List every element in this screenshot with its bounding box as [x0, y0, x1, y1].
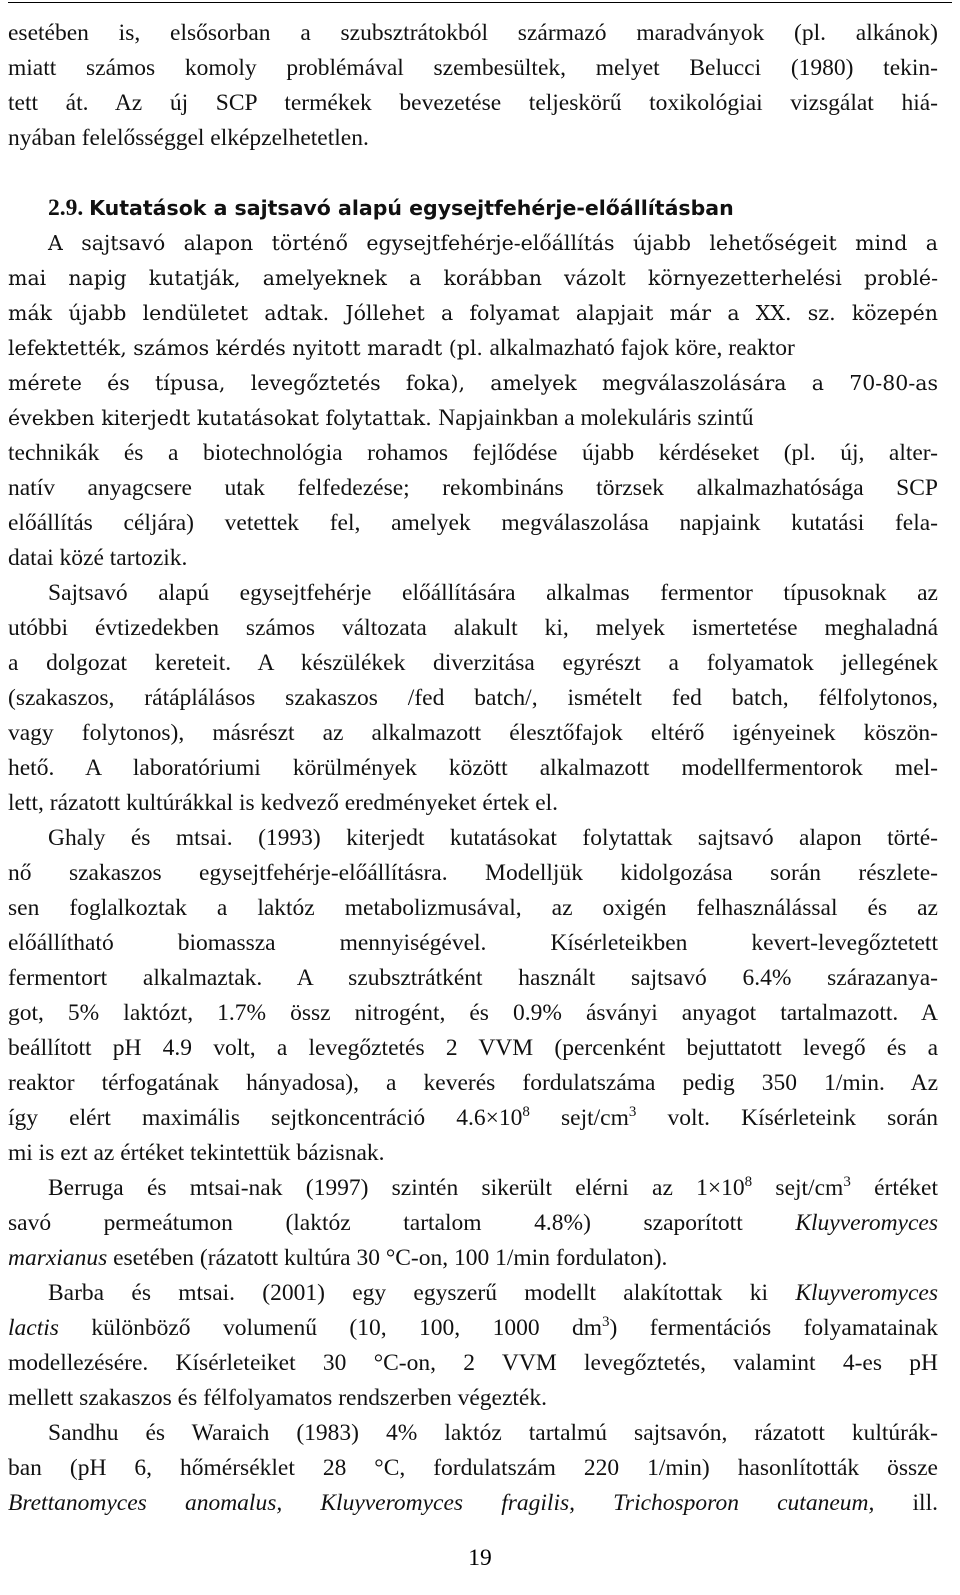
text-line — [48, 1278, 938, 1308]
text-segment: 2.9. — [48, 195, 90, 221]
text-segment: (szakaszos, rátáplálásos szakaszos /fed batch/, ismételt fed batch, félfolytonos, — [8, 685, 938, 711]
text-segment: utóbbi évtizedekben számos változata alakult ki, melyek ismertetése meghaladná — [8, 615, 938, 641]
text-segment: ill. — [874, 1490, 938, 1516]
text-line — [8, 1243, 938, 1273]
text-segment: Kluyveromyces — [795, 1280, 938, 1306]
text-segment: modellezésére. Kísérleteiket 30 °C-on, 2 VVM levegőztetés, valamint 4-es pH — [8, 1350, 938, 1376]
text-line — [8, 858, 938, 888]
text-line — [8, 1488, 938, 1518]
text-line — [8, 753, 938, 783]
text-segment: esetében is, elsősorban a szubsztrátokból származó maradványok (pl. alkánok) — [8, 20, 938, 46]
text-line — [8, 1383, 938, 1413]
text-segment: fermentort alkalmaztak. A szubsztrátként használt sajtsavó 6.4% szárazanya- — [8, 965, 938, 991]
text-line — [8, 473, 938, 503]
text-segment: mellett szakaszos és félfolyamatos rendszerben végezték. — [8, 1385, 547, 1411]
text-segment: Napjainkban a molekuláris szintű — [438, 405, 754, 431]
text-line — [48, 823, 938, 853]
text-segment: natív anyagcsere utak felfedezése; rekombináns törzsek alkalmazhatósága SCP — [8, 475, 938, 501]
text-line — [8, 1313, 938, 1343]
text-line — [48, 1418, 938, 1448]
text-line — [8, 368, 938, 398]
text-line — [8, 683, 938, 713]
text-segment: miatt számos komoly problémával szembesültek, melyet Belucci (1980) tekin- — [8, 55, 938, 81]
text-segment: a dolgozat kereteit. A készülékek diverzitása egyrészt a folyamatok jellegének — [8, 650, 938, 676]
text-line — [8, 928, 938, 958]
text-segment: technikák és a biotechnológia rohamos fejlődése újabb kérdéseket (pl. új, alter- — [8, 440, 938, 466]
text-segment: savó permeátumon (laktóz tartalom 4.8%) szaporított — [8, 1210, 796, 1236]
text-line — [8, 788, 938, 818]
text-segment: got, 5% laktózt, 1.7% össz nitrogént, és 0.9% ásványi anyagot tartalmazott. A — [8, 1000, 938, 1026]
text-line — [8, 648, 938, 678]
text-segment: volt. Kísérleteink során — [636, 1105, 939, 1131]
text-line — [8, 1138, 938, 1168]
text-segment: előállítható biomassza mennyiségével. Kísérleteikben kevert-levegőztetett — [8, 930, 938, 956]
text-segment: Berruga és mtsai-nak (1997) szintén sikerült elérni az 1×10 — [48, 1175, 745, 1201]
text-line — [8, 123, 938, 153]
text-segment: 8 — [522, 1104, 530, 1120]
text-segment: Sajtsavó alapú egysejtfehérje előállítására alkalmas fermentor típusoknak az — [48, 580, 938, 606]
page-number: 19 — [468, 1545, 492, 1571]
text-line — [8, 508, 938, 538]
text-line — [8, 88, 938, 118]
text-segment: hető. A laboratóriumi körülmények között alkalmazott modellfermentorok mel- — [8, 755, 938, 781]
text-line — [8, 718, 938, 748]
text-segment: beállított pH 4.9 volt, a levegőztetés 2 VVM (percenként bejuttatott levegő és a — [8, 1035, 938, 1061]
text-segment: ) fermentációs folyamatainak — [609, 1315, 938, 1341]
text-line — [8, 543, 938, 573]
text-line — [8, 438, 938, 468]
text-line — [8, 403, 938, 433]
text-line — [8, 963, 938, 993]
text-segment: Barba és mtsai. (2001) egy egyszerű modellt alakítottak ki — [48, 1280, 796, 1306]
text-line — [8, 1208, 938, 1238]
text-segment: vagy folytonos), másrészt az alkalmazott élesztőfajok eltérő igényeinek köszön- — [8, 720, 938, 746]
text-segment: mi is ezt az értéket tekintettük bázisnak. — [8, 1140, 385, 1166]
top-rule — [8, 2, 952, 3]
text-line — [8, 998, 938, 1028]
text-line — [8, 333, 938, 363]
text-segment: datai közé tartozik. — [8, 545, 188, 571]
text-line — [8, 613, 938, 643]
text-line — [8, 1348, 938, 1378]
section-heading — [48, 193, 938, 223]
text-segment: Sandhu és Waraich (1983) 4% laktóz tartalmú sajtsavón, rázatott kultúrák- — [48, 1420, 938, 1446]
text-segment: lactis — [8, 1315, 59, 1341]
text-segment: sen foglalkoztak a laktóz metabolizmusával, az oxigén felhasználással és az — [8, 895, 938, 921]
text-line — [48, 1173, 938, 1203]
text-segment: sejt/cm — [752, 1175, 844, 1201]
text-segment: mérete és típusa, levegőztetés foka), amelyek megválaszolására a 70-80-as — [8, 371, 938, 395]
text-line — [8, 1453, 938, 1483]
text-segment: Ghaly és mtsai. (1993) kiterjedt kutatásokat folytattak sajtsavó alapon törté- — [48, 825, 938, 851]
text-segment: lett, rázatott kultúrákkal is kedvező eredményeket értek el. — [8, 790, 559, 816]
text-segment: így elért maximális sejtkoncentráció 4.6×10 — [8, 1105, 523, 1131]
text-segment: marxianus — [8, 1245, 108, 1271]
text-segment: ban (pH 6, hőmérséklet 28 °C, fordulatszám 220 1/min) hasonlították össze — [8, 1455, 938, 1481]
text-segment: 3 — [602, 1314, 610, 1330]
text-segment: lefektették, számos kérdés nyitott maradt (pl. — [8, 336, 490, 360]
text-line — [8, 263, 938, 293]
text-line — [8, 893, 938, 923]
text-segment: értéket — [850, 1175, 939, 1201]
text-segment: tett át. Az új SCP termékek bevezetése teljeskörű toxikológiai vizsgálat hiá- — [8, 90, 938, 116]
text-segment: nyában felelősséggel elképzelhetetlen. — [8, 125, 369, 151]
text-segment: években kiterjedt kutatásokat folytattak. — [8, 406, 439, 430]
text-line — [48, 578, 938, 608]
text-segment: előállítás céljára) vetettek fel, amelyek megválaszolása napjaink kutatási fela- — [8, 510, 938, 536]
text-segment: Kutatások a sajtsavó alapú egysejtfehérje-előállításban — [89, 196, 734, 220]
text-segment: A sajtsavó alapon történő egysejtfehérje-előállítás újabb lehetőségeit mind a — [48, 231, 938, 255]
text-line — [8, 53, 938, 83]
text-segment: mai napig kutatják, amelyeknek a korábban vázolt környezetterhelési problé- — [8, 266, 938, 290]
text-segment: 3 — [843, 1174, 851, 1190]
text-line — [8, 298, 938, 328]
text-line — [8, 1068, 938, 1098]
text-segment: sejt/cm — [529, 1105, 629, 1131]
text-segment: mák újabb lendületet adtak. Jóllehet a folyamat alapjait már a XX. sz. közepén — [8, 301, 938, 325]
text-segment: reaktor térfogatának hányadosa), a keverés fordulatszáma pedig 350 1/min. Az — [8, 1070, 938, 1096]
text-segment: 8 — [744, 1174, 753, 1190]
text-segment: Kluyveromyces — [795, 1210, 938, 1236]
text-line — [8, 18, 938, 48]
text-line — [8, 1103, 938, 1133]
text-line — [48, 228, 938, 258]
text-segment: nő szakaszos egysejtfehérje-előállításra. Modelljük kidolgozása során részlete- — [8, 860, 938, 886]
text-segment: Brettanomyces anomalus, Kluyveromyces fragilis, Trichosporon cutaneum, — [8, 1490, 875, 1516]
text-segment: esetében (rázatott kultúra 30 °C-on, 100 1/min fordulaton). — [107, 1245, 668, 1271]
text-line — [8, 1033, 938, 1063]
text-segment: alkalmazható fajok köre, reaktor — [489, 335, 795, 361]
text-segment: különböző volumenű (10, 100, 1000 dm — [58, 1315, 603, 1341]
text-segment: 3 — [628, 1104, 637, 1120]
